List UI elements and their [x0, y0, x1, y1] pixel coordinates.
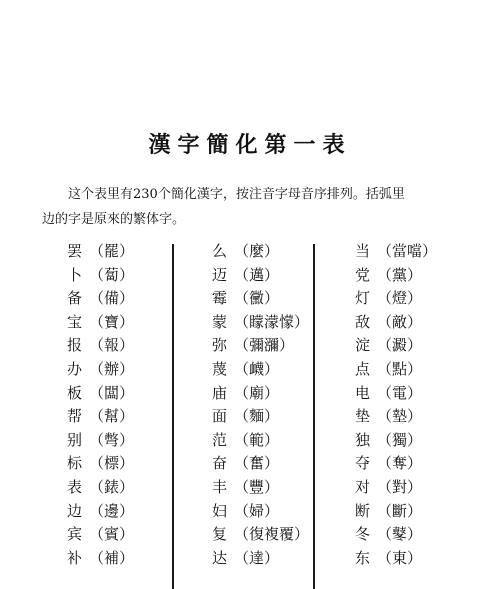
traditional-form: （報） [89, 336, 135, 355]
character-entry [212, 287, 309, 311]
traditional-form: （廟） [234, 383, 280, 402]
traditional-form: （彆） [89, 430, 135, 449]
simplified-character: 边 [67, 501, 83, 520]
character-entry [67, 452, 134, 476]
simplified-character: 妇 [212, 501, 228, 520]
traditional-form: （闆） [89, 383, 135, 402]
character-entry [67, 358, 134, 382]
traditional-form: （達） [234, 548, 280, 567]
character-column-1 [67, 240, 134, 570]
character-entry [212, 429, 309, 453]
simplified-character: 党 [355, 265, 371, 284]
character-entry [212, 476, 309, 500]
intro-line-1: 这个表里有230个簡化漢字，按注音字母音序排列。括弧里 [68, 187, 405, 202]
character-column-2 [212, 240, 309, 570]
character-entry [355, 452, 437, 476]
simplified-character: 宾 [67, 525, 83, 544]
intro-line-2: 边的字是原來的繁体字。 [42, 212, 186, 227]
simplified-character: 蒙 [212, 312, 228, 331]
traditional-form: （鼕） [377, 525, 423, 544]
simplified-character: 别 [67, 430, 83, 449]
simplified-character: 么 [212, 242, 228, 260]
traditional-form: （獨） [377, 430, 423, 449]
character-entry [212, 500, 309, 524]
character-entry [67, 311, 134, 335]
simplified-character: 范 [212, 430, 228, 449]
character-entry [67, 264, 134, 288]
simplified-character: 对 [355, 477, 371, 496]
simplified-character: 板 [67, 383, 83, 402]
simplified-character: 独 [355, 430, 371, 449]
character-entry [355, 500, 437, 524]
traditional-form: （邁） [234, 265, 280, 284]
simplified-character: 表 [67, 477, 83, 496]
simplified-character: 迈 [212, 265, 228, 284]
character-entry [355, 358, 437, 382]
character-entry [212, 523, 309, 547]
simplified-character: 冬 [355, 525, 371, 544]
character-entry [355, 287, 437, 311]
traditional-form: （黴） [234, 289, 280, 308]
simplified-character: 弥 [212, 336, 228, 355]
traditional-form: （範） [234, 430, 280, 449]
traditional-form: （補） [89, 548, 135, 567]
character-entry [355, 334, 437, 358]
character-entry [355, 382, 437, 406]
character-entry [355, 240, 437, 264]
simplified-character: 断 [355, 501, 371, 520]
character-entry [355, 476, 437, 500]
simplified-character: 面 [212, 407, 228, 426]
simplified-character: 点 [355, 359, 371, 378]
character-entry [67, 382, 134, 406]
simplified-character: 备 [67, 289, 83, 308]
traditional-form: （當噹） [377, 242, 438, 260]
traditional-form: （賓） [89, 525, 135, 544]
simplified-character: 复 [212, 525, 228, 544]
character-entry [212, 405, 309, 429]
traditional-form: （豐） [234, 477, 280, 496]
character-entry [67, 547, 134, 571]
character-entry [212, 264, 309, 288]
simplified-character: 电 [355, 383, 371, 402]
traditional-form: （奮） [234, 454, 280, 473]
traditional-form: （敵） [377, 312, 423, 331]
character-entry [212, 240, 309, 264]
character-entry [355, 523, 437, 547]
character-entry [212, 452, 309, 476]
traditional-form: （黨） [377, 265, 423, 284]
simplified-character: 报 [67, 336, 83, 355]
simplified-character: 霉 [212, 289, 228, 308]
simplified-character: 庙 [212, 383, 228, 402]
simplified-character: 办 [67, 359, 83, 378]
traditional-form: （辦） [89, 359, 135, 378]
simplified-character: 蔑 [212, 359, 228, 378]
simplified-character: 敌 [355, 312, 371, 331]
simplified-character: 奋 [212, 454, 228, 473]
character-entry [355, 429, 437, 453]
simplified-character: 东 [355, 548, 371, 567]
character-entry [67, 405, 134, 429]
simplified-character: 帮 [67, 407, 83, 426]
character-entry [355, 405, 437, 429]
traditional-form: （罷） [89, 242, 135, 260]
character-entry [212, 334, 309, 358]
traditional-form: （麵） [234, 407, 280, 426]
traditional-form: （墊） [377, 407, 423, 426]
traditional-form: （復複覆） [234, 525, 310, 544]
traditional-form: （電） [377, 383, 423, 402]
simplified-character: 灯 [355, 289, 371, 308]
traditional-form: （矇濛懞） [234, 312, 310, 331]
character-entry [355, 264, 437, 288]
character-entry [67, 287, 134, 311]
character-entry [67, 500, 134, 524]
simplified-character: 补 [67, 548, 83, 567]
traditional-form: （燈） [377, 289, 423, 308]
traditional-form: （斷） [377, 501, 423, 520]
traditional-form: （標） [89, 454, 135, 473]
character-entry [67, 240, 134, 264]
traditional-form: （婦） [234, 501, 280, 520]
simplified-character: 罢 [67, 242, 83, 260]
character-entry [212, 382, 309, 406]
character-entry [67, 523, 134, 547]
traditional-form: （寶） [89, 312, 135, 331]
character-entry [212, 311, 309, 335]
traditional-form: （奪） [377, 454, 423, 473]
character-entry [67, 476, 134, 500]
simplified-character: 卜 [67, 265, 83, 284]
character-entry [67, 429, 134, 453]
traditional-form: （衊） [234, 359, 280, 378]
traditional-form: （備） [89, 289, 135, 308]
character-entry [355, 547, 437, 571]
page-title: 漢字簡化第一表 [148, 132, 352, 158]
simplified-character: 当 [355, 242, 371, 260]
column-divider-2 [313, 244, 315, 589]
simplified-character: 垫 [355, 407, 371, 426]
traditional-form: （東） [377, 548, 423, 567]
character-entry [212, 358, 309, 382]
simplified-character: 丰 [212, 477, 228, 496]
traditional-form: （邊） [89, 501, 135, 520]
simplified-character: 标 [67, 454, 83, 473]
character-column-3 [355, 240, 437, 570]
character-entry [67, 334, 134, 358]
simplified-character: 宝 [67, 312, 83, 331]
traditional-form: （錶） [89, 477, 135, 496]
traditional-form: （麼） [234, 242, 280, 260]
column-divider-1 [172, 244, 174, 589]
traditional-form: （蔔） [89, 265, 135, 284]
simplified-character: 夺 [355, 454, 371, 473]
traditional-form: （點） [377, 359, 423, 378]
simplified-character: 淀 [355, 336, 371, 355]
simplified-character: 达 [212, 548, 228, 567]
traditional-form: （幫） [89, 407, 135, 426]
traditional-form: （彌瀰） [234, 336, 295, 355]
intro-paragraph [42, 182, 462, 232]
traditional-form: （對） [377, 477, 423, 496]
character-entry [355, 311, 437, 335]
traditional-form: （澱） [377, 336, 423, 355]
character-entry [212, 547, 309, 571]
